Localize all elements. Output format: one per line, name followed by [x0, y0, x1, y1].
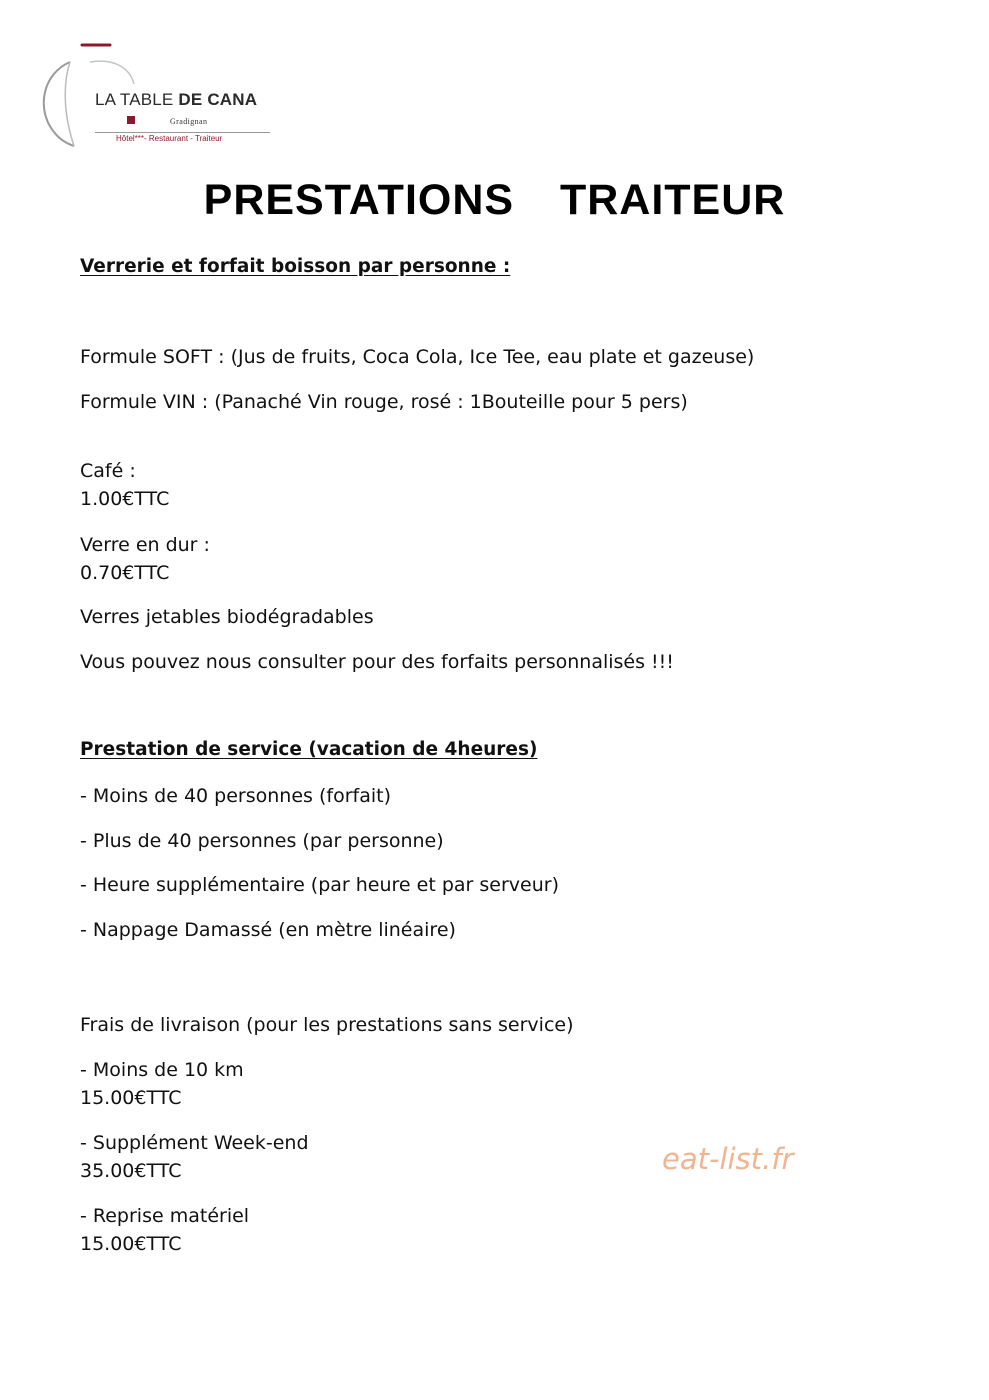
service-item: - Heure supplémentaire (par heure et par serveur)	[80, 874, 559, 896]
watermark: eat-list.fr	[662, 1142, 794, 1176]
logo-square	[127, 116, 135, 124]
service-heading: Prestation de service (vacation de 4heures)	[80, 739, 538, 760]
delivery-item-label: - Supplément Week-end	[80, 1132, 309, 1154]
delivery-heading: Frais de livraison (pour les prestations sans service)	[80, 1014, 574, 1036]
delivery-item-price: 35.00€TTC	[80, 1160, 182, 1182]
logo-divider	[95, 132, 270, 133]
logo-city: Gradignan	[170, 117, 208, 126]
delivery-item-price: 15.00€TTC	[80, 1233, 182, 1255]
verres-jetables: Verres jetables biodégradables	[80, 606, 374, 628]
page-title: PRESTATIONS TRAITEUR	[203, 176, 786, 224]
consult-note: Vous pouvez nous consulter pour des forfaits personnalisés !!!	[80, 651, 674, 673]
delivery-item-label: - Reprise matériel	[80, 1205, 250, 1227]
logo-name: LA TABLE DE CANA	[95, 90, 258, 109]
drinks-heading: Verrerie et forfait boisson par personne :	[80, 256, 511, 277]
verre-label: Verre en dur :	[80, 534, 210, 556]
service-item: - Moins de 40 personnes (forfait)	[80, 785, 391, 807]
delivery-item-label: - Moins de 10 km	[80, 1059, 244, 1081]
formule-vin: Formule VIN : (Panaché Vin rouge, rosé : 1Bouteille pour 5 pers)	[80, 391, 688, 413]
cafe-label: Café :	[80, 460, 136, 482]
service-item: - Plus de 40 personnes (par personne)	[80, 830, 444, 852]
verre-price: 0.70€TTC	[80, 562, 170, 584]
formule-soft: Formule SOFT : (Jus de fruits, Coca Cola, Ice Tee, eau plate et gazeuse)	[80, 346, 755, 368]
logo-tagline: Hôtel***- Restaurant - Traiteur	[116, 134, 223, 143]
logo	[34, 40, 284, 150]
service-item: - Nappage Damassé (en mètre linéaire)	[80, 919, 456, 941]
cafe-price: 1.00€TTC	[80, 488, 170, 510]
delivery-item-price: 15.00€TTC	[80, 1087, 182, 1109]
